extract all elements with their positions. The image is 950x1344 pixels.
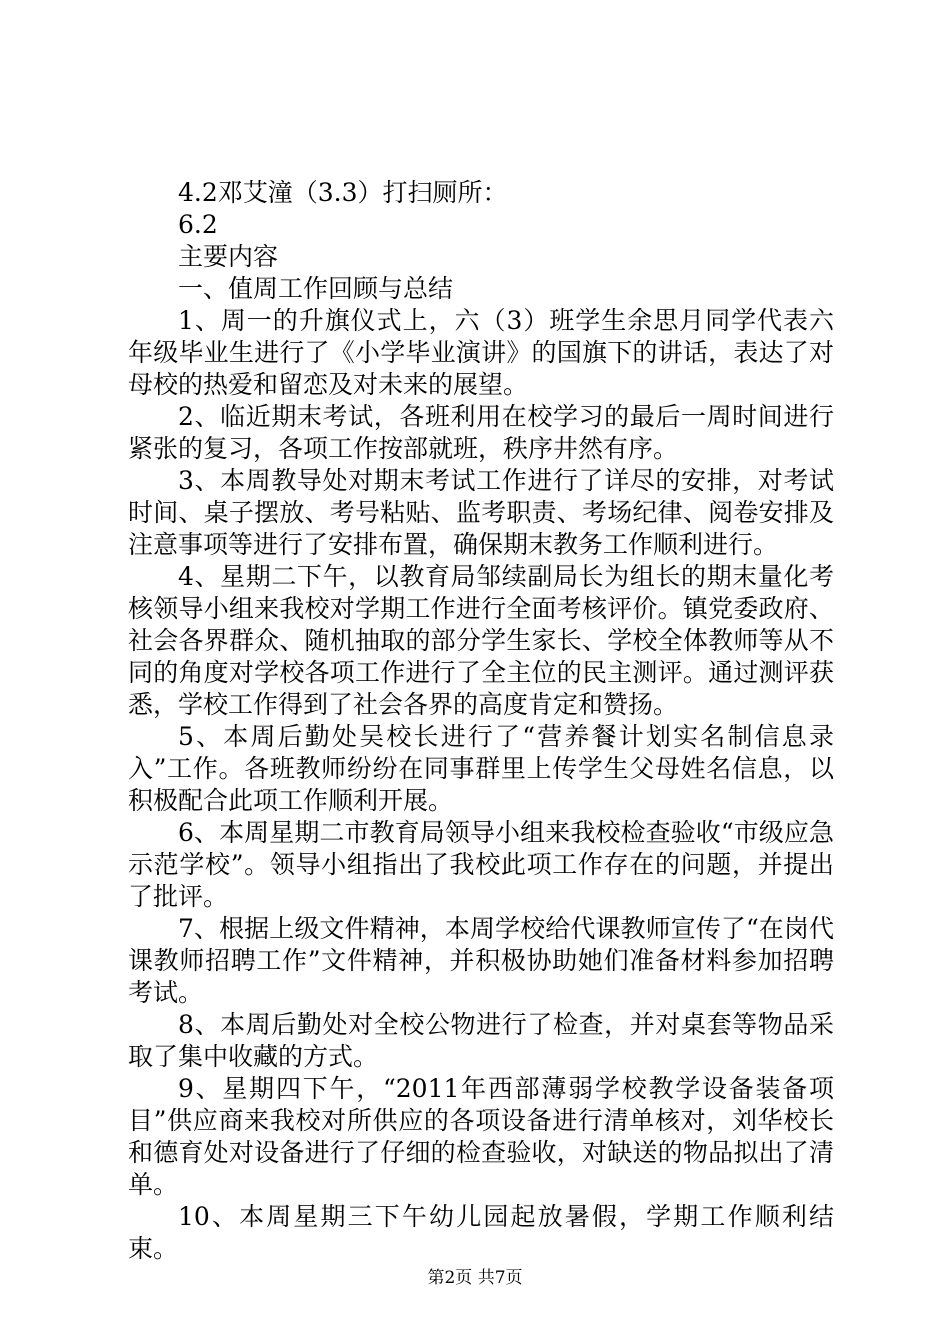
main-content-heading: 主要内容 [178, 242, 279, 271]
page-number: 第2页 共7页 [427, 1268, 523, 1288]
page-footer [0, 1267, 950, 1289]
date-line: 6.2 [178, 210, 218, 239]
paragraph-5: 5、本周后勤处吴校长进行了“营养餐计划实名制信息录入”工作。各班教师纷纷在同事群里上传学生父母姓名信息，以积极配合此项工作顺利开展。 [128, 722, 834, 815]
paragraph-8: 8、本周后勤处对全校公物进行了检查，并对桌套等物品采取了集中收藏的方式。 [128, 1010, 834, 1071]
paragraph-4: 4、星期二下午，以教育局邹续副局长为组长的期末量化考核领导小组来我校对学期工作进行全面考核评价。镇党委政府、社会各界群众、随机抽取的部分学生家长、学校全体教师等从不同的角度对学校各项工作进行了全主位的民主测评。通过测评获悉，学校工作得到了社会各界的高度肯定和赞扬。 [128, 562, 834, 719]
paragraph-10: 10、本周星期三下午幼儿园起放暑假，学期工作顺利结束。 [128, 1202, 834, 1263]
paragraph-3: 3、本周教导处对期末考试工作进行了详尽的安排，对考试时间、桌子摆放、考号粘贴、监考职责、考场纪律、阅卷安排及注意事项等进行了安排布置，确保期末教务工作顺利进行。 [128, 466, 834, 559]
duty-assignment-line: 4.2邓艾潼（3.3）打扫厕所： [178, 178, 508, 207]
paragraph-9: 9、星期四下午，“2011年西部薄弱学校教学设备装备项目”供应商来我校对所供应的各项设备进行清单核对，刘华校长和德育处对设备进行了仔细的检查验收，对缺送的物品拟出了清单。 [128, 1074, 834, 1199]
paragraph-7: 7、根据上级文件精神，本周学校给代课教师宣传了“在岗代课教师招聘工作”文件精神，并积极协助她们准备材料参加招聘考试。 [128, 914, 834, 1007]
document-body [128, 177, 834, 1265]
section-heading: 一、值周工作回顾与总结 [178, 274, 454, 303]
paragraph-1: 1、周一的升旗仪式上，六（3）班学生余思月同学代表六年级毕业生进行了《小学毕业演讲》的国旗下的讲话，表达了对母校的热爱和留恋及对未来的展望。 [128, 306, 834, 399]
paragraph-2: 2、临近期末考试，各班利用在校学习的最后一周时间进行紧张的复习，各项工作按部就班，秩序井然有序。 [128, 402, 834, 463]
paragraph-6: 6、本周星期二市教育局领导小组来我校检查验收“市级应急示范学校”。领导小组指出了我校此项工作存在的问题，并提出了批评。 [128, 818, 834, 911]
